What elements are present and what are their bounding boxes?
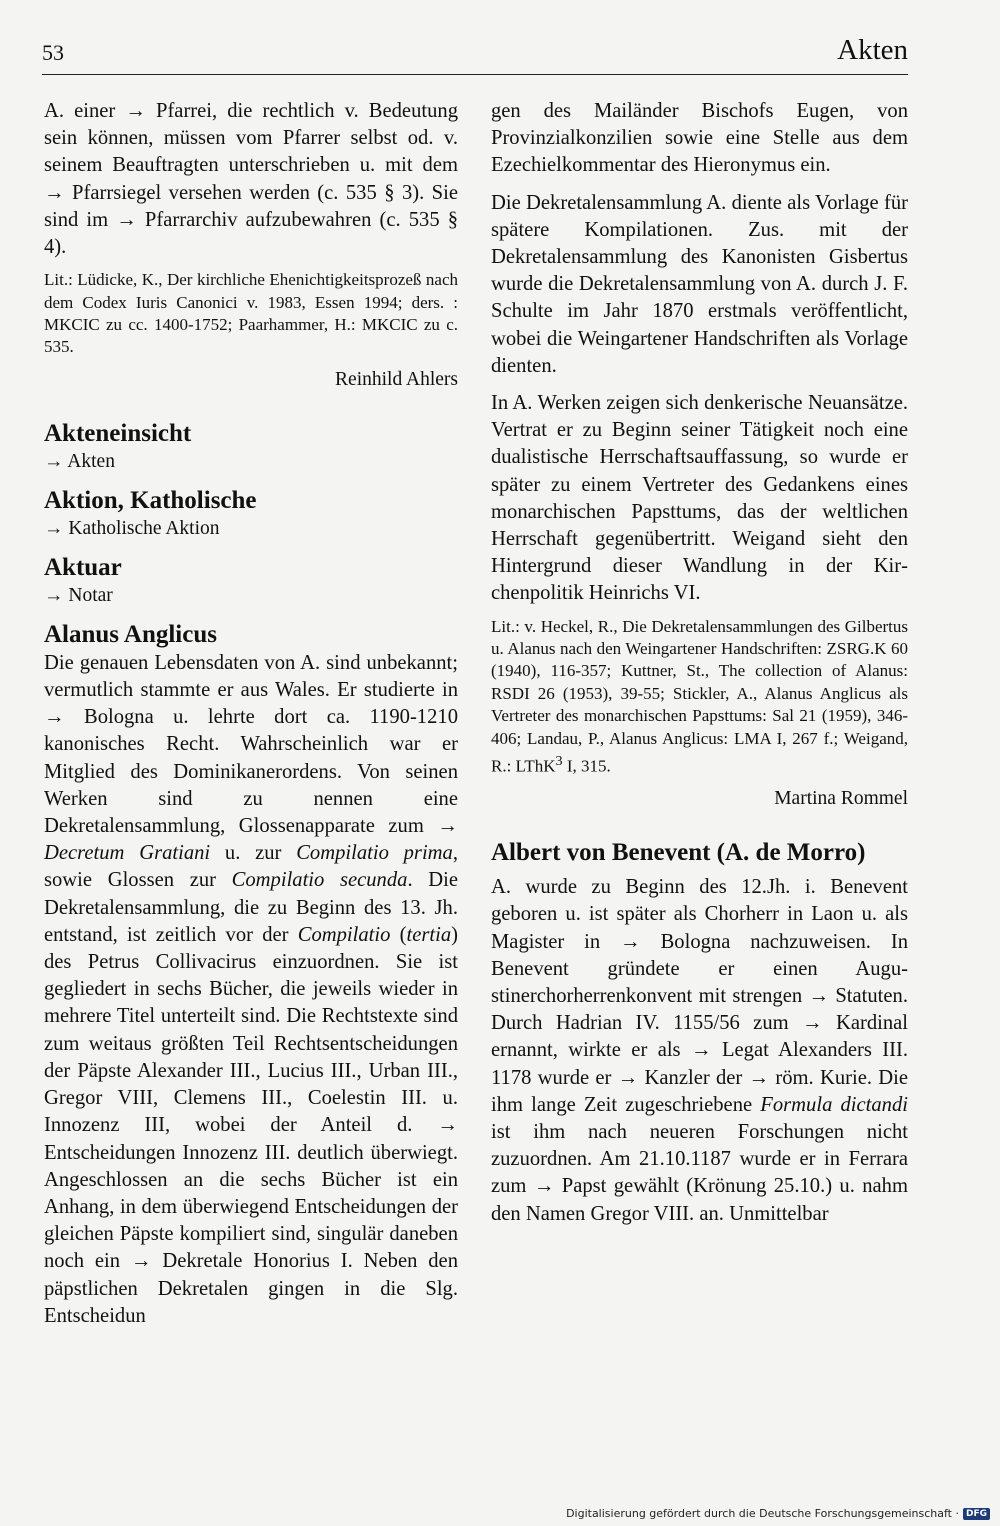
alanus-literature: Lit.: v. Heckel, R., Die Dekretalensammlungen des Gilbertus u. Alanus nach den Weingartener Handschriften: ZSRG.K 60 (1940), 116-357; Kuttner, St., The collection of Alanus: RSDI 26 (1953), 39-55; Stickler, A., Alanus Anglicus als Vertreter des monarchischen Papsttums: Sal 21 (1959), 346-406; Landau, P., Alanus Anglicus: LMA I, 267 f.; Weigand, R.: LThK$^3$ I, 315.: [491, 616, 908, 776]
crossref-aktion: → Katholische Aktion: [44, 517, 220, 539]
headword-akteneinsicht: Akteneinsicht: [44, 419, 192, 447]
left-column: [44, 98, 458, 1330]
alanus-continuation-2: Die Dekretalensammlung A. diente als Vorlage für spätere Kompilationen. Zus. mit der Dekretalensammlung des Kanonisten Gisbertus wurde die Dekretalensammlung von A. durch J. F. Schulte im Jahr 1870 erstmals veröffentlicht, wobei die Weingartener Handschriften als Vorlage dienten.: [491, 191, 908, 377]
crossref-aktuar: → Notar: [44, 584, 113, 606]
akten-author: Reinhild Ahlers: [335, 368, 458, 390]
akten-literature: Lit.: Lüdicke, K., Der kirchliche Ehenichtigkeitsprozeß nach dem Codex Iuris Canonici v. 1983, Essen 1994; ders. : MKCIC zu cc. 1400-1752; Paarhammer, H.: MKCIC zu c. 535.: [44, 270, 458, 357]
alanus-continuation-3: In A. Werken zeigen sich denkerische Neuansätze. Vertrat er zu Beginn seiner Tätigkeit noch eine dualistische Herrschaftsauffassung, so wurde er später zu einem Vertreter des Gedankens eines monarchischen Papsttums, das der weltlichen Herrschaft gegenübertritt. Weigand sieht den Hintergrund dieser Wandlung in der Kirchenpolitik Heinrichs VI.: [491, 392, 908, 605]
page-number: 53: [42, 40, 64, 65]
right-column: [491, 98, 908, 1228]
digitization-footer: [566, 1507, 990, 1520]
headword-albert: Albert von Benevent (A. de Morro): [491, 839, 866, 867]
dfg-logo: DFG: [963, 1508, 990, 1520]
akten-continuation-text: A. einer → Pfarrei, die rechtlich v. Bedeutung sein können, müssen vom Pfarrer selbst od. v. seinem Beauftragten unterschrieben u. mit dem → Pfarrsiegel versehen werden (c. 535 § 3). Sie sind im → Pfarrarchiv aufzubewahren (c. 535 § 4).: [44, 100, 458, 259]
headword-aktuar: Aktuar: [44, 553, 122, 581]
page-header: [42, 34, 908, 75]
albert-text: A. wurde zu Beginn des 12.Jh. i. Benevent geboren u. ist später als Chorherr in Laon u. als Magister in → Bologna nachzuweisen. In Benevent gründete er einen Augustinerchorherrenkonvent mit strengen → Statuten. Durch Hadrian IV. 1155/56 zum → Kardinal ernannt, wirkte er als → Legat Alexanders III. 1178 wurde er → Kanzler der → röm. Kurie. Die ihm lange Zeit zugeschriebene Formula dictandi ist ihm nach neueren Forschungen nicht zuzuordnen. Am 21.10.1187 wurde er in Ferrara zum → Papst gewählt (Krönung 25.10.) u. nahm den Namen Gregor VIII. an. Unmittelbar: [491, 876, 908, 1225]
headword-alanus: Alanus Anglicus: [44, 620, 217, 648]
running-head: Akten: [837, 34, 908, 66]
alanus-author: Martina Rommel: [774, 788, 908, 810]
crossref-akteneinsicht: → Akten: [44, 450, 115, 472]
footer-text: Digitalisierung gefördert durch die Deutsche Forschungsgemeinschaft ·: [566, 1507, 959, 1520]
headword-aktion: Aktion, Katholische: [44, 486, 257, 514]
alanus-text: Die genauen Lebensdaten von A. sind unbekannt; vermutlich stammte er aus Wales. Er studierte in → Bologna u. lehrte dort ca. 1190-1210 kanonisches Recht. Wahrscheinlich war er Mitglied des Dominikanerordens. Von seinen Werken sind zu nennen eine Dekretalensammlung, Glossenapparate zum → Decretum Gratiani u. zur Compilatio prima, sowie Glossen zur Compilatio secunda. Die Dekretalensammlung, die zu Beginn des 13. Jh. entstand, ist zeitlich vor der Compilatio (tertia) des Petrus Collivacirus einzuordnen. Sie ist gegliedert in sechs Bücher, die jeweils wieder in mehrere Titel unterteilt sind. Die Rechtstexte sind zum weitaus größten Teil Rechtsentscheidungen der Päpste Alexander III., Lucius III., Urban III., Gregor VIII, Clemens III., Coelestin III. u. Innozenz III, wobei der Anteil d. → Entscheidungen Innozenz III. deutlich überwiegt. Angeschlossen an die sechs Bücher ist ein Anhang, in dem überwiegend Entscheidungen der gleichen Päpste kompiliert sind, singulär daneben noch ein → Dekretale Honorius I. Neben den päpstlichen Dekretalen gingen in die Slg. Entscheidun: [44, 651, 458, 1327]
alanus-continuation-1: gen des Mailänder Bischofs Eugen, von Provinzialkonzilien sowie eine Stelle aus dem Ezechielkommentar des Hieronymus ein.: [491, 100, 908, 177]
